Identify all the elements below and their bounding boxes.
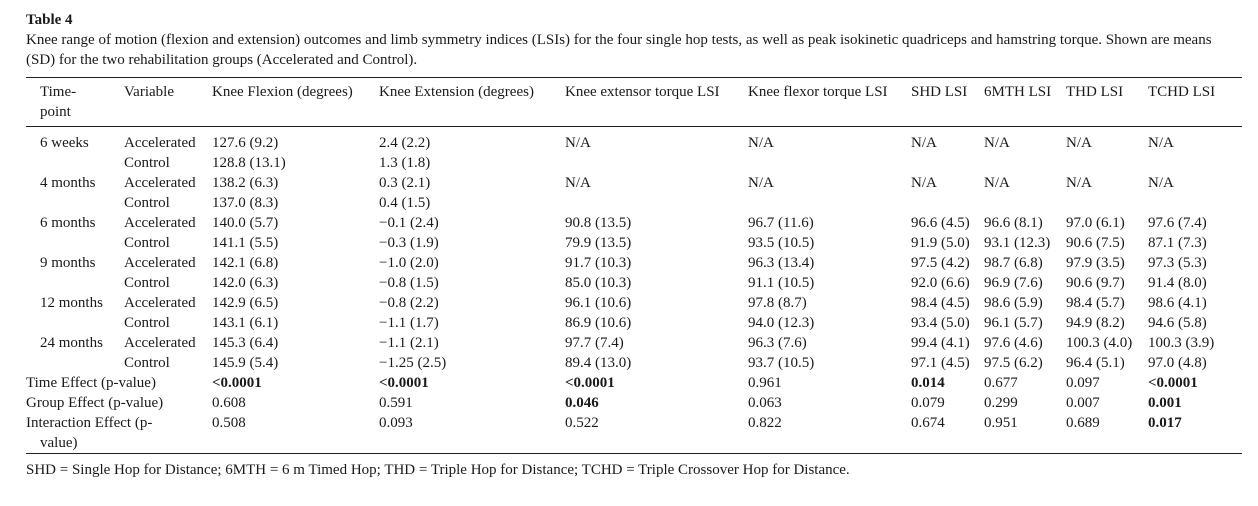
cell-knee-extension-p: 0.093 — [379, 415, 413, 431]
cell-timepoint — [26, 273, 124, 293]
cell-knee-extension: 0.4 (1.5) — [379, 195, 431, 211]
cell-flexor-torque: 94.0 (12.3) — [748, 315, 815, 331]
cell-knee-extension: −0.1 (2.4) — [379, 215, 439, 231]
cell-thd: 94.9 (8.2) — [1066, 315, 1125, 331]
cell-flexor-torque-p: 0.822 — [748, 415, 782, 431]
cell-6mth: 96.9 (7.6) — [984, 275, 1043, 291]
cell-flexor-torque: 97.8 (8.7) — [748, 295, 807, 311]
cell-knee-flexion: 127.6 (9.2) — [212, 135, 279, 151]
cell-timepoint: 12 months — [40, 295, 103, 311]
cell-knee-extension: −1.1 (2.1) — [379, 335, 439, 351]
cell-thd: N/A — [1066, 135, 1092, 151]
cell-flexor-torque: N/A — [748, 135, 774, 151]
cell-flexor-torque: 93.5 (10.5) — [748, 235, 815, 251]
cell-knee-flexion-p: 0.508 — [212, 415, 246, 431]
cell-knee-flexion-p: 0.608 — [212, 395, 246, 411]
table-row — [26, 293, 1242, 313]
cell-thd: 100.3 (4.0) — [1066, 335, 1133, 351]
cell-knee-extension: 2.4 (2.2) — [379, 135, 431, 151]
cell-extensor-torque: 79.9 (13.5) — [565, 235, 632, 251]
cell-knee-flexion: 143.1 (6.1) — [212, 315, 279, 331]
cell-6mth: 98.6 (5.9) — [984, 295, 1043, 311]
cell-knee-flexion: 142.1 (6.8) — [212, 255, 279, 271]
cell-timepoint: 4 months — [40, 175, 96, 191]
cell-group: Control — [124, 315, 170, 331]
cell-shd: 92.0 (6.6) — [911, 275, 970, 291]
cell-tchd: 97.6 (7.4) — [1148, 215, 1207, 231]
cell-group: Accelerated — [124, 335, 196, 351]
cell-knee-extension: 0.3 (2.1) — [379, 175, 431, 191]
cell-effect-label: Interaction Effect (p- value) — [26, 415, 153, 451]
cell-group: Accelerated — [124, 255, 196, 271]
header-timepoint: Time- point — [26, 78, 124, 127]
cell-shd: 96.6 (4.5) — [911, 215, 970, 231]
cell-tchd-p: <0.0001 — [1148, 375, 1198, 391]
cell-flexor-torque: N/A — [748, 175, 774, 191]
cell-knee-extension-p: <0.0001 — [379, 375, 429, 391]
cell-shd: 93.4 (5.0) — [911, 315, 970, 331]
cell-extensor-torque: 86.9 (10.6) — [565, 315, 632, 331]
cell-shd: 91.9 (5.0) — [911, 235, 970, 251]
cell-tchd: 97.0 (4.8) — [1148, 355, 1207, 371]
cell-knee-extension: −0.8 (2.2) — [379, 295, 439, 311]
cell-flexor-torque-p: 0.063 — [748, 395, 782, 411]
header-extensor-torque: Knee extensor torque LSI — [565, 78, 748, 127]
cell-knee-extension: −1.0 (2.0) — [379, 255, 439, 271]
header-shd: SHD LSI — [911, 78, 984, 127]
cell-6mth: 96.6 (8.1) — [984, 215, 1043, 231]
cell-group: Accelerated — [124, 295, 196, 311]
cell-tchd: 87.1 (7.3) — [1148, 235, 1207, 251]
cell-shd-p: 0.674 — [911, 415, 945, 431]
header-tchd: TCHD LSI — [1148, 78, 1242, 127]
cell-tchd — [1148, 193, 1242, 213]
table-row — [26, 353, 1242, 373]
cell-thd: 98.4 (5.7) — [1066, 295, 1125, 311]
cell-6mth: 93.1 (12.3) — [984, 235, 1051, 251]
cell-extensor-torque: 91.7 (10.3) — [565, 255, 632, 271]
cell-thd: 96.4 (5.1) — [1066, 355, 1125, 371]
cell-6mth — [984, 153, 1066, 173]
cell-thd — [1066, 153, 1148, 173]
cell-thd: 90.6 (7.5) — [1066, 235, 1125, 251]
cell-6mth-p: 0.951 — [984, 415, 1018, 431]
cell-shd: 98.4 (4.5) — [911, 295, 970, 311]
cell-extensor-torque: N/A — [565, 135, 591, 151]
cell-knee-extension: −0.8 (1.5) — [379, 275, 439, 291]
cell-extensor-torque-p: 0.046 — [565, 395, 599, 411]
cell-knee-flexion: 137.0 (8.3) — [212, 195, 279, 211]
cell-knee-flexion: 142.0 (6.3) — [212, 275, 279, 291]
cell-effect-label: Time Effect (p-value) — [26, 375, 156, 391]
table-row — [26, 153, 1242, 173]
cell-timepoint — [26, 153, 124, 173]
header-variable: Variable — [124, 78, 212, 127]
cell-6mth: 96.1 (5.7) — [984, 315, 1043, 331]
cell-tchd: 98.6 (4.1) — [1148, 295, 1207, 311]
cell-knee-extension: −1.1 (1.7) — [379, 315, 439, 331]
cell-shd: 97.5 (4.2) — [911, 255, 970, 271]
cell-shd-p: 0.079 — [911, 395, 945, 411]
table-label: Table 4 — [26, 12, 73, 28]
cell-timepoint — [26, 353, 124, 373]
cell-flexor-torque: 96.3 (7.6) — [748, 335, 807, 351]
header-6mth: 6MTH LSI — [984, 78, 1066, 127]
header-row — [26, 78, 1242, 127]
cell-tchd: 100.3 (3.9) — [1148, 335, 1215, 351]
cell-extensor-torque: 90.8 (13.5) — [565, 215, 632, 231]
cell-tchd: N/A — [1148, 175, 1174, 191]
cell-effect-label: Group Effect (p-value) — [26, 395, 164, 411]
cell-shd — [911, 193, 984, 213]
cell-extensor-torque — [565, 193, 748, 213]
cell-flexor-torque: 91.1 (10.5) — [748, 275, 815, 291]
cell-knee-flexion: 145.3 (6.4) — [212, 335, 279, 351]
cell-group: Accelerated — [124, 135, 196, 151]
cell-knee-flexion: 141.1 (5.5) — [212, 235, 279, 251]
header-thd: THD LSI — [1066, 78, 1148, 127]
cell-thd: N/A — [1066, 175, 1092, 191]
cell-6mth: 97.5 (6.2) — [984, 355, 1043, 371]
cell-6mth: 98.7 (6.8) — [984, 255, 1043, 271]
cell-extensor-torque — [565, 153, 748, 173]
table-row — [26, 333, 1242, 353]
cell-knee-flexion: 140.0 (5.7) — [212, 215, 279, 231]
table-container — [26, 10, 1242, 480]
table-footnote: SHD = Single Hop for Distance; 6MTH = 6 m Timed Hop; THD = Triple Hop for Distance; TCHD = Triple Crossover Hop for Distance. — [26, 462, 850, 478]
cell-knee-extension: −1.25 (2.5) — [379, 355, 447, 371]
table-row — [26, 127, 1242, 154]
cell-extensor-torque: 96.1 (10.6) — [565, 295, 632, 311]
table-row — [26, 233, 1242, 253]
cell-flexor-torque — [748, 153, 911, 173]
cell-knee-flexion: 138.2 (6.3) — [212, 175, 279, 191]
cell-shd: 99.4 (4.1) — [911, 335, 970, 351]
cell-extensor-torque: 97.7 (7.4) — [565, 335, 624, 351]
cell-group: Control — [124, 155, 170, 171]
header-knee-flexion: Knee Flexion (degrees) — [212, 78, 379, 127]
cell-shd — [911, 153, 984, 173]
cell-timepoint: 24 months — [40, 335, 103, 351]
cell-timepoint: 6 months — [40, 215, 96, 231]
cell-group: Control — [124, 195, 170, 211]
table-row — [26, 313, 1242, 333]
cell-tchd — [1148, 153, 1242, 173]
cell-knee-extension-p: 0.591 — [379, 395, 413, 411]
cell-thd: 97.9 (3.5) — [1066, 255, 1125, 271]
cell-6mth: 97.6 (4.6) — [984, 335, 1043, 351]
cell-6mth: N/A — [984, 135, 1010, 151]
effect-row — [26, 413, 1242, 453]
cell-tchd: 91.4 (8.0) — [1148, 275, 1207, 291]
cell-shd: N/A — [911, 175, 937, 191]
cell-flexor-torque: 96.7 (11.6) — [748, 215, 814, 231]
table-caption: Knee range of motion (flexion and extension) outcomes and limb symmetry indices (LSIs) for the four single hop tests, as well as peak isokinetic quadriceps and hamstring torque. Shown are means (SD) for the two rehabilitation groups (Accelerated and Control). — [26, 32, 1212, 68]
cell-group: Control — [124, 275, 170, 291]
cell-tchd: 97.3 (5.3) — [1148, 255, 1207, 271]
bottom-rule — [26, 453, 1242, 454]
cell-shd-p: 0.014 — [911, 375, 945, 391]
cell-knee-flexion-p: <0.0001 — [212, 375, 262, 391]
cell-6mth-p: 0.299 — [984, 395, 1018, 411]
cell-tchd: 94.6 (5.8) — [1148, 315, 1207, 331]
header-flexor-torque: Knee flexor torque LSI — [748, 78, 911, 127]
cell-extensor-torque: 89.4 (13.0) — [565, 355, 632, 371]
cell-tchd-p: 0.017 — [1148, 415, 1182, 431]
cell-knee-flexion: 145.9 (5.4) — [212, 355, 279, 371]
cell-6mth: N/A — [984, 175, 1010, 191]
cell-group: Accelerated — [124, 215, 196, 231]
cell-group: Accelerated — [124, 175, 196, 191]
cell-knee-extension: −0.3 (1.9) — [379, 235, 439, 251]
cell-knee-extension: 1.3 (1.8) — [379, 155, 431, 171]
cell-thd: 90.6 (9.7) — [1066, 275, 1125, 291]
cell-tchd: N/A — [1148, 135, 1174, 151]
cell-thd: 97.0 (6.1) — [1066, 215, 1125, 231]
cell-extensor-torque-p: 0.522 — [565, 415, 599, 431]
cell-6mth — [984, 193, 1066, 213]
cell-flexor-torque: 93.7 (10.5) — [748, 355, 815, 371]
effect-row — [26, 393, 1242, 413]
header-knee-extension: Knee Extension (degrees) — [379, 78, 565, 127]
cell-extensor-torque: N/A — [565, 175, 591, 191]
cell-flexor-torque — [748, 193, 911, 213]
cell-flexor-torque-p: 0.961 — [748, 375, 782, 391]
table-row — [26, 273, 1242, 293]
cell-timepoint — [26, 313, 124, 333]
table-row — [26, 173, 1242, 193]
effect-row — [26, 373, 1242, 393]
cell-6mth-p: 0.677 — [984, 375, 1018, 391]
cell-thd-p: 0.689 — [1066, 415, 1100, 431]
cell-knee-flexion: 142.9 (6.5) — [212, 295, 279, 311]
cell-flexor-torque: 96.3 (13.4) — [748, 255, 815, 271]
table-row — [26, 193, 1242, 213]
cell-thd-p: 0.007 — [1066, 395, 1100, 411]
cell-timepoint — [26, 233, 124, 253]
cell-tchd-p: 0.001 — [1148, 395, 1182, 411]
cell-shd: N/A — [911, 135, 937, 151]
cell-thd-p: 0.097 — [1066, 375, 1100, 391]
cell-group: Control — [124, 355, 170, 371]
table-row — [26, 253, 1242, 273]
cell-extensor-torque-p: <0.0001 — [565, 375, 615, 391]
table-row — [26, 213, 1242, 233]
cell-thd — [1066, 193, 1148, 213]
cell-extensor-torque: 85.0 (10.3) — [565, 275, 632, 291]
cell-shd: 97.1 (4.5) — [911, 355, 970, 371]
cell-knee-flexion: 128.8 (13.1) — [212, 155, 286, 171]
cell-timepoint: 6 weeks — [40, 135, 89, 151]
cell-timepoint — [26, 193, 124, 213]
cell-group: Control — [124, 235, 170, 251]
results-table — [26, 78, 1242, 453]
cell-timepoint: 9 months — [40, 255, 96, 271]
